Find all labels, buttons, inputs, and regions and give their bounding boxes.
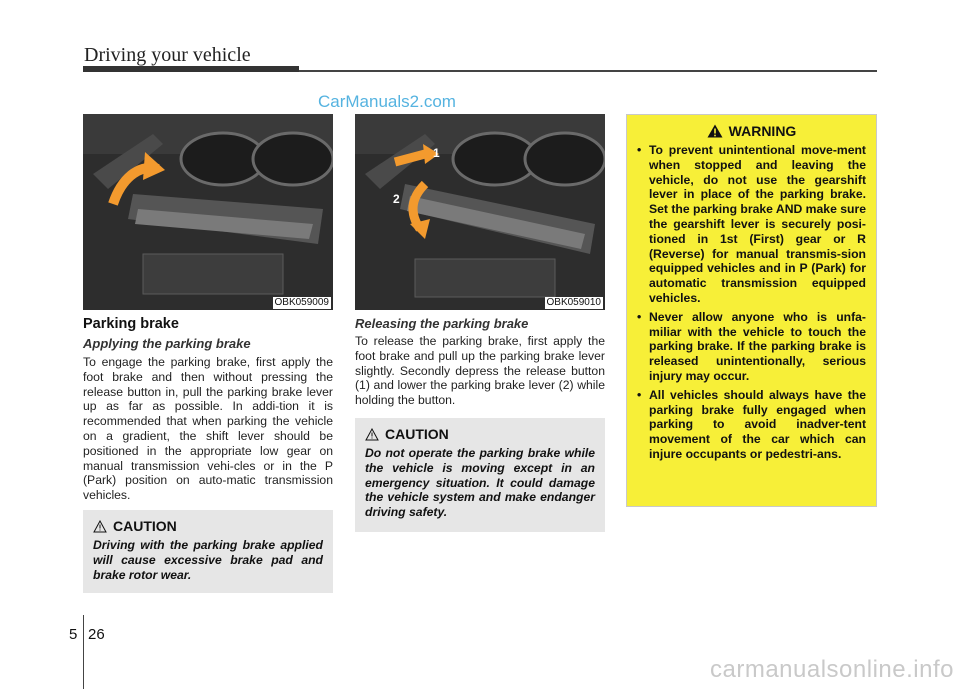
caution-triangle-icon — [365, 428, 379, 441]
footer-divider — [83, 615, 84, 689]
chapter-number: 5 — [69, 626, 78, 643]
warning-triangle-icon — [707, 124, 723, 138]
heading-parking-brake: Parking brake — [83, 316, 179, 332]
page-number: 26 — [88, 626, 105, 643]
callout-1: 1 — [433, 146, 440, 160]
photo-releasing-brake — [355, 114, 605, 310]
warning-box — [626, 114, 877, 507]
caution-label: CAUTION — [385, 426, 449, 442]
header-rule-thin — [299, 70, 877, 72]
warning-label: WARNING — [728, 123, 797, 139]
caution-box-wear — [83, 510, 333, 593]
caution-text: Do not operate the parking brake while the vehicle is moving except in an emergency situation. It could damage the vehicle system and make endanger driving safety. — [365, 446, 595, 520]
warning-item: • Never allow anyone who is unfa-miliar with the vehicle to touch the parking brake. If the parking brake is released unintentionally, serious injury may occur. — [637, 310, 866, 384]
body-releasing: To release the parking brake, first apply the foot brake and pull up the parking brake lever slightly. Secondly depress the release button (1) and lower the parking brake lever (2) while holding the button. — [355, 334, 605, 408]
caution-text: Driving with the parking brake applied will cause excessive brake pad and brake rotor wear. — [93, 538, 323, 582]
watermark-bottom: carmanualsonline.info — [710, 656, 954, 683]
header-rule-thick — [83, 66, 299, 72]
parking-brake-console-illustration — [83, 114, 333, 310]
callout-2: 2 — [393, 192, 400, 206]
caution-label: CAUTION — [113, 518, 177, 534]
photo-code: OBK059009 — [274, 297, 329, 308]
photo-code: OBK059010 — [546, 297, 601, 308]
warning-item: • All vehicles should always have the parking brake fully engaged when parking to avoid inadver-tent movement of the car which can injure occupants or pedestri-ans. — [637, 388, 866, 462]
warning-item: • To prevent unintentional move-ment when stopped and leaving the vehicle, do not use the gearshift lever in place of the parking brake. Set the parking brake AND make sure the gearshift lever is securely posi-tioned in 1st (First) gear or R (Reverse) for manual transmis-sion equipped vehicles and in P (Park) for automatic transmission equipped vehicles. — [637, 143, 866, 306]
photo-applying-brake — [83, 114, 333, 310]
body-applying: To engage the parking brake, first apply the foot brake and then without pressing the release button in, pull the parking brake lever up as far as possible. In addi-tion it is recommended that when parking the vehicle on a gradient, the shift lever should be positioned in the appropriate low gear on manual transmission vehi-cles or in the P (Park) position on auto-matic transmission vehicles. — [83, 355, 333, 503]
subheading-releasing: Releasing the parking brake — [355, 316, 529, 331]
section-title: Driving your vehicle — [84, 44, 251, 66]
caution-box-moving — [355, 418, 605, 532]
watermark-top: CarManuals2.com — [318, 92, 456, 111]
caution-triangle-icon — [93, 520, 107, 533]
subheading-applying: Applying the parking brake — [83, 336, 251, 351]
warning-list — [637, 143, 866, 462]
parking-brake-release-illustration — [355, 114, 605, 310]
